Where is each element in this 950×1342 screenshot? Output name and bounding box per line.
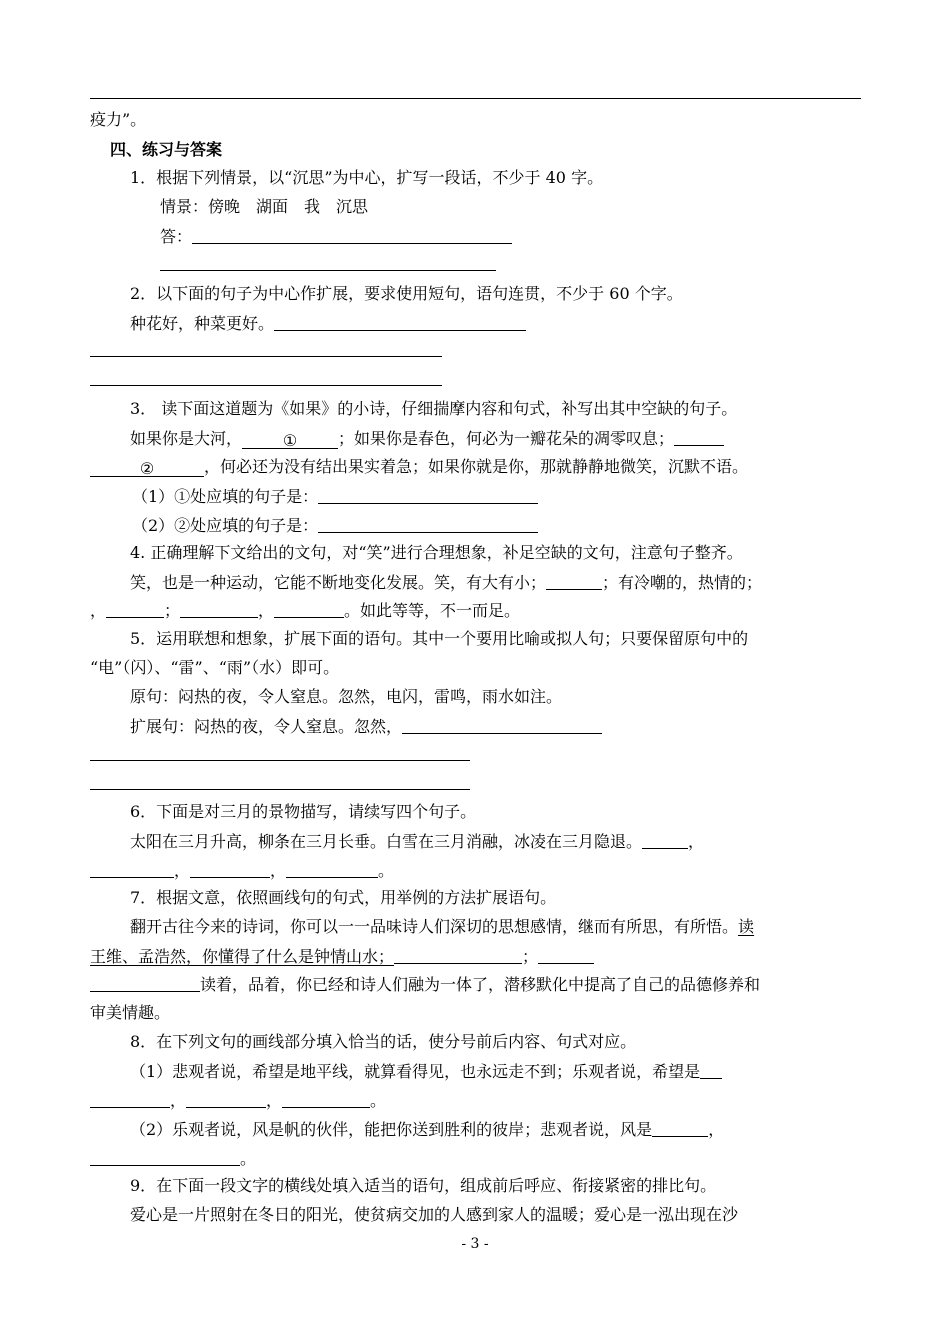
q8-sub-2: （2）乐观者说，风是帆的伙伴，能把你送到胜利的彼岸；悲观者说，风是 ， (130, 1120, 725, 1139)
q7-blank-1[interactable] (394, 946, 522, 964)
q5-original: 原句：闷热的夜，令人窒息。忽然，电闪，雷鸣，雨水如注。 (130, 687, 563, 706)
q2-prompt: 2．以下面的句子为中心作扩展，要求使用短句，语句连贯，不少于 60 个字。 (130, 284, 683, 303)
q1-answer-label: 答： (160, 227, 193, 246)
page-number: - 3 - (461, 1236, 489, 1252)
q3-blank-2[interactable]: ② (90, 459, 204, 477)
q6-blank-1[interactable] (642, 831, 688, 849)
q5-answer-blank[interactable] (402, 716, 602, 734)
q9-line-1: 爱心是一片照射在冬日的阳光，使贫病交加的人感到家人的温暖；爱心是一泓出现在沙 (130, 1205, 739, 1224)
q6-blank-2[interactable] (90, 860, 174, 878)
q3-sub-1-blank[interactable] (318, 486, 538, 504)
q7-line-1: 翻开古往今来的诗词，你可以一一品味诗人们深切的思想感情，继而有所思，有所悟。读 (130, 917, 755, 936)
q3-sub-1: （1）①处应填的句子是： (132, 486, 538, 507)
q8-sub-2-blank-2[interactable] (90, 1148, 240, 1166)
q3-blank-2-start[interactable] (674, 428, 724, 446)
q7-underlined-sentence: 王维、孟浩然，你懂得了什么是钟情山水； (90, 947, 395, 966)
q1-answer-line-2[interactable] (160, 270, 496, 271)
q3-poem-line-1: 如果你是大河， ① ；如果你是春色，何必为一瓣花朵的凋零叹息； (130, 428, 724, 449)
q7-underlined-start: 读 (738, 917, 755, 936)
q5-answer-line-3[interactable] (90, 789, 470, 790)
q7-blank-2-start[interactable] (538, 946, 594, 964)
q3-sub-2-blank[interactable] (318, 515, 538, 533)
q4-blank-1[interactable] (546, 572, 602, 590)
q1-answer-blank[interactable] (192, 226, 512, 244)
q8-sub-2-cont: 。 (90, 1148, 256, 1169)
q2-answer-line-3[interactable] (90, 385, 442, 386)
section-title: 四、练习与答案 (110, 140, 223, 159)
q8-prompt: 8．在下列文句的画线部分填入恰当的话，使分号前后内容、句式对应。 (130, 1032, 637, 1051)
q4-line-2: ， ； ， 。如此等等，不一而足。 (90, 601, 521, 620)
q4-blank-2[interactable] (106, 600, 164, 618)
q8-sub-1: （1）悲观者说，希望是地平线，就算看得见，也永远走不到；乐观者说，希望是 (130, 1061, 722, 1082)
q5-prompt-cont: “电”（闪）、“雷”、“雨”（水）即可。 (90, 658, 340, 677)
q3-blank-1[interactable]: ① (242, 431, 338, 449)
q6-prompt: 6．下面是对三月的景物描写，请续写四个句子。 (130, 802, 477, 821)
q1-answer-row (160, 226, 512, 247)
q8-sub-1-cont: ， ， 。 (90, 1090, 386, 1111)
q3-poem-line-2: ② ，何必还为没有结出果实着急；如果你就是你，那就静静地微笑，沉默不语。 (90, 457, 748, 477)
q8-sub-2-blank-1[interactable] (652, 1119, 708, 1137)
q6-line-2: ， ， 。 (90, 860, 394, 881)
q5-answer-line-2[interactable] (90, 760, 470, 761)
q2-answer-blank[interactable] (274, 313, 526, 331)
q3-prompt: 3． 读下面这道题为《如果》的小诗，仔细揣摩内容和句式，补写出其中空缺的句子。 (130, 399, 738, 418)
q4-line-1: 笑，也是一种运动，它能不断地变化发展。笑，有大有小； ；有冷嘲的，热情的； (130, 573, 763, 592)
q4-blank-3[interactable] (180, 600, 258, 618)
q9-prompt: 9．在下面一段文字的横线处填入适当的语句，组成前后呼应、衔接紧密的排比句。 (130, 1176, 717, 1195)
q2-sentence-row (130, 313, 526, 334)
continued-text: 疫力”。 (90, 110, 147, 129)
q4-prompt: 4. 正确理解下文给出的文句，对“笑”进行合理想象，补足空缺的文句，注意句子整齐。 (130, 543, 743, 562)
q7-line-3: 读着，品着，你已经和诗人们融为一体了，潜移默化中提高了自己的品德修养和 (90, 974, 760, 995)
q8-sub-1-blank-1[interactable] (90, 1090, 170, 1108)
q7-prompt: 7．根据文意，依照画线句的句式，用举例的方法扩展语句。 (130, 888, 557, 907)
q2-answer-line-2[interactable] (90, 356, 442, 357)
q1-scene: 情景：傍晚 湖面 我 沉思 (160, 197, 369, 216)
q2-sentence: 种花好，种菜更好。 (130, 314, 275, 333)
q8-sub-1-blank-start[interactable] (700, 1061, 722, 1079)
q1-prompt: 1．根据下列情景，以“沉思”为中心，扩写一段话，不少于 40 字。 (130, 168, 604, 187)
q6-line-1: 太阳在三月升高，柳条在三月长垂。白雪在三月消融，冰凌在三月隐退。 ， (130, 832, 705, 851)
q6-blank-4[interactable] (286, 860, 378, 878)
q7-line-2: 王维、孟浩然，你懂得了什么是钟情山水； ； (90, 946, 594, 967)
q8-sub-1-blank-2[interactable] (186, 1090, 266, 1108)
q7-line-4: 审美情趣。 (90, 1003, 171, 1022)
q3-sub-2: （2）②处应填的句子是： (132, 515, 538, 536)
q5-expanded-row: 扩展句：闷热的夜，令人窒息。忽然， (130, 716, 602, 737)
q8-sub-1-blank-3[interactable] (282, 1090, 370, 1108)
q7-blank-2[interactable] (90, 974, 200, 992)
q6-blank-3[interactable] (190, 860, 270, 878)
q5-prompt: 5．运用联想和想象，扩展下面的语句。其中一个要用比喻或拟人句；只要保留原句中的 (130, 629, 749, 648)
header-rule (90, 98, 861, 99)
q4-blank-4[interactable] (274, 600, 344, 618)
